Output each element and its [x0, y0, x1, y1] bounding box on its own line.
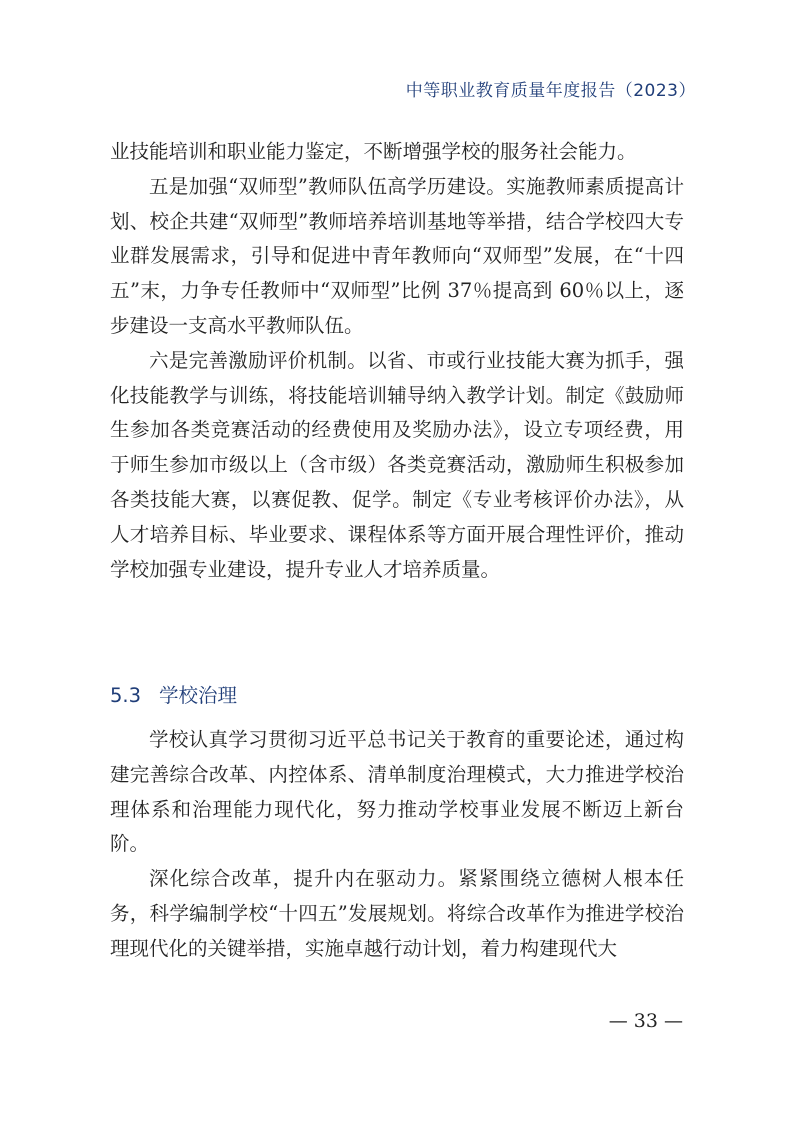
- page-header-title: 中等职业教育质量年度报告（2023）: [405, 81, 696, 101]
- bottom-text-block: [110, 723, 684, 967]
- section-title: 学校治理: [159, 684, 238, 707]
- paragraph-teacher-team: 五是加强“双师型”教师队伍高学历建设。实施教师素质提高计划、校企共建“双师型”教师培养培训基地等举措，结合学校四大专业群发展需求，引导和促进中青年教师向“双师型”发展，在“十四五”末，力争专任教师中“双师型”比例 37％提高到 60％以上，逐步建设一支高水平教师队伍。: [110, 174, 684, 337]
- paragraph-governance-intro: 学校认真学习贯彻习近平总书记关于教育的重要论述，通过构建完善综合改革、内控体系、清单制度治理模式，大力推进学校治理体系和治理能力现代化，努力推动学校事业发展不断迈上新台阶。: [110, 728, 684, 856]
- paragraph-continued: 业技能培训和职业能力鉴定，不断增强学校的服务社会能力。: [110, 140, 637, 163]
- top-text-block: [110, 135, 684, 587]
- paragraph-comprehensive-reform: 深化综合改革，提升内在驱动力。紧紧围绕立德树人根本任务，科学编制学校“十四五”发展规划。将综合改革作为推进学校治理现代化的关键举措，实施卓越行动计划，着力构建现代大: [110, 867, 684, 960]
- paragraph-incentive-mechanism: 六是完善激励评价机制。以省、市或行业技能大赛为抓手，强化技能教学与训练，将技能培训辅导纳入教学计划。制定《鼓励师生参加各类竞赛活动的经费使用及奖励办法》，设立专项经费，用于师生参加市级以上（含市级）各类竞赛活动，激励师生积极参加各类技能大赛，以赛促教、促学。制定《专业考核评价办法》，从人才培养目标、毕业要求、课程体系等方面开展合理性评价，推动学校加强专业建设，提升专业人才培养质量。: [110, 348, 684, 581]
- section-heading: [110, 680, 237, 708]
- section-number: 5.3: [110, 684, 142, 707]
- page-number: — 33 —: [608, 1010, 683, 1032]
